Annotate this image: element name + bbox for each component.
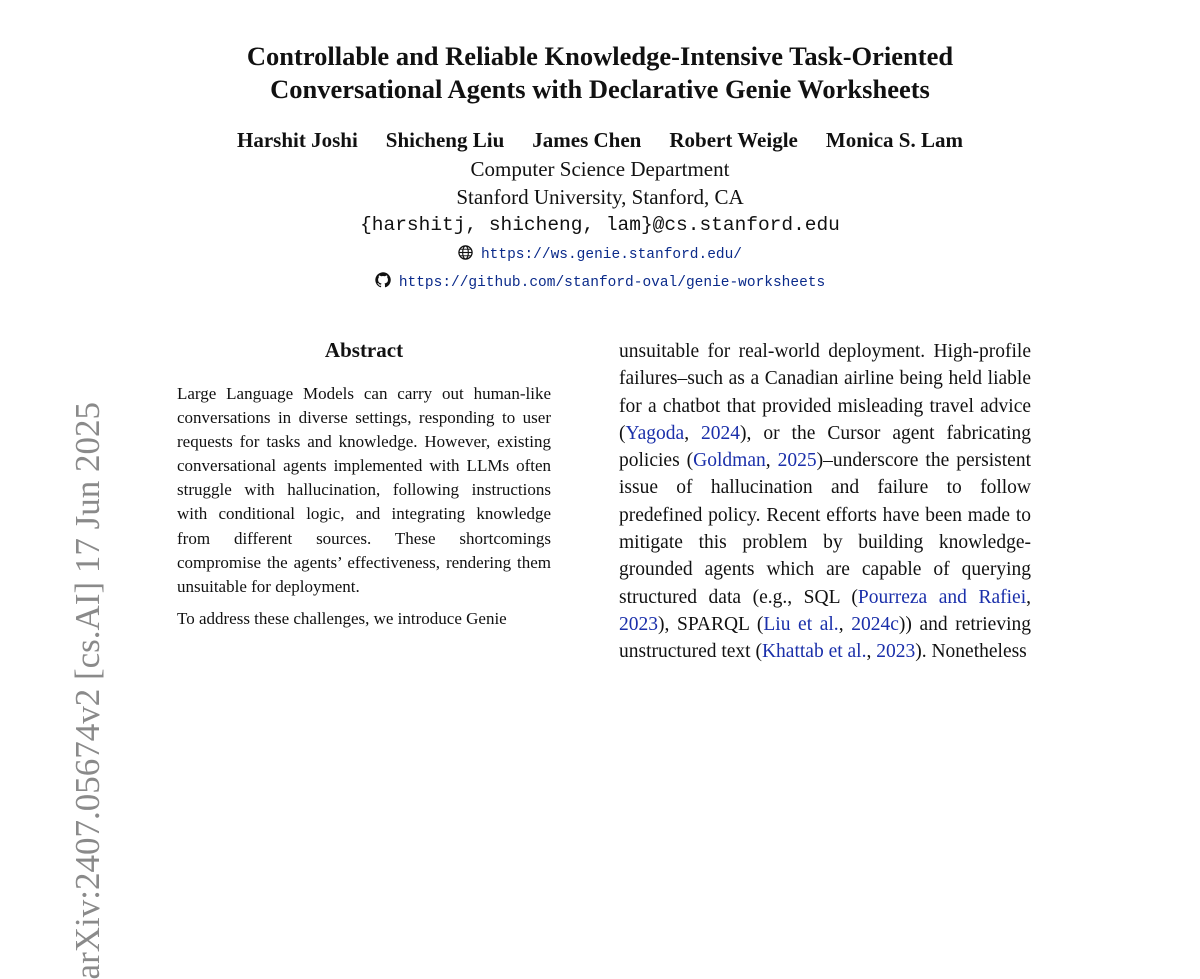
- author-emails: {harshitj, shicheng, lam}@cs.stanford.edu: [360, 214, 840, 236]
- citation-goldman-year[interactable]: 2025: [777, 450, 817, 472]
- affiliation-university: Stanford University, Stanford, CA: [456, 185, 744, 209]
- citation-khattab-year[interactable]: 2023: [876, 641, 916, 663]
- arxiv-stamp-text: arXiv:2407.05674v2 [cs.AI] 17 Jun 2025: [68, 402, 107, 979]
- intro-text-4: ,: [765, 450, 778, 472]
- citation-pourreza[interactable]: Pourreza and Rafiei: [857, 586, 1027, 608]
- intro-text-8: ,: [838, 613, 852, 635]
- author-4: Robert Weigle: [669, 128, 798, 152]
- arxiv-side-stamp: [26, 392, 107, 979]
- intro-text-1: unsuitable for real-world deployment. High-profile failures–such as a Canadian airline being held liable for a chatbot that provided misleading travel advice (: [619, 341, 1031, 444]
- abstract-paragraph-1: Large Language Models can carry out human-like conversations in diverse settings, responding to user requests for tasks and knowledge. However, existing conversational agents implemented with LLMs often struggle with hallucination, following instructions with conditional logic, and integrating knowledge from different sources. These shortcomings compromise the agents’ effectiveness, rendering them unsuitable for deployment.: [177, 384, 551, 596]
- intro-text-3: ), or the Cursor agent fabricating policies (: [619, 422, 1031, 472]
- author-2: Shicheng Liu: [385, 128, 505, 152]
- author-5: Monica S. Lam: [825, 128, 963, 152]
- intro-text-6: ,: [1026, 586, 1031, 608]
- citation-yagoda-year[interactable]: 2024: [701, 422, 741, 444]
- citation-yagoda[interactable]: Yagoda: [625, 422, 685, 444]
- intro-text-10: ,: [866, 641, 877, 663]
- intro-text-11: ). Nonetheless: [915, 641, 1027, 663]
- citation-pourreza-year[interactable]: 2023: [619, 613, 658, 635]
- globe-icon: [458, 245, 473, 260]
- affiliation-department: Computer Science Department: [470, 157, 730, 181]
- website-link-row[interactable]: [150, 245, 1050, 263]
- author-1: Harshit Joshi: [237, 128, 358, 152]
- intro-paragraph: [619, 338, 1031, 666]
- intro-text-7: ), SPARQL (: [658, 613, 764, 635]
- title-line-2: Conversational Agents with Declarative Genie Worksheets: [270, 74, 930, 104]
- abstract-body: [177, 382, 551, 639]
- citation-liu[interactable]: Liu et al.: [763, 613, 839, 635]
- title-line-1: Controllable and Reliable Knowledge-Intensive Task-Oriented: [246, 41, 954, 71]
- website-link[interactable]: https://ws.genie.stanford.edu/: [480, 247, 743, 263]
- author-3: James Chen: [532, 128, 642, 152]
- citation-liu-year[interactable]: 2024c: [851, 613, 899, 635]
- intro-text-9: )) and retrieving unstructured text (: [619, 613, 1032, 663]
- citation-khattab[interactable]: Khattab et al.: [761, 641, 867, 663]
- github-link-row[interactable]: [150, 272, 1050, 291]
- author-list: [150, 128, 1050, 153]
- github-icon: [375, 272, 391, 288]
- intro-column: [619, 338, 1031, 666]
- intro-text-2: ,: [684, 422, 702, 444]
- citation-goldman[interactable]: Goldman: [693, 450, 766, 472]
- intro-text-5: )–underscore the persistent issue of hallucination and failure to follow predefined policy. Recent efforts have been made to mitigate this problem by building knowledge-grounded agents which are capable of querying structured data (e.g., SQL (: [619, 450, 1032, 608]
- abstract-paragraph-2: To address these challenges, we introduce Genie: [177, 608, 507, 628]
- abstract-heading: Abstract: [324, 338, 404, 362]
- paper-title: [150, 40, 1050, 106]
- github-link[interactable]: https://github.com/stanford-oval/genie-worksheets: [398, 275, 826, 291]
